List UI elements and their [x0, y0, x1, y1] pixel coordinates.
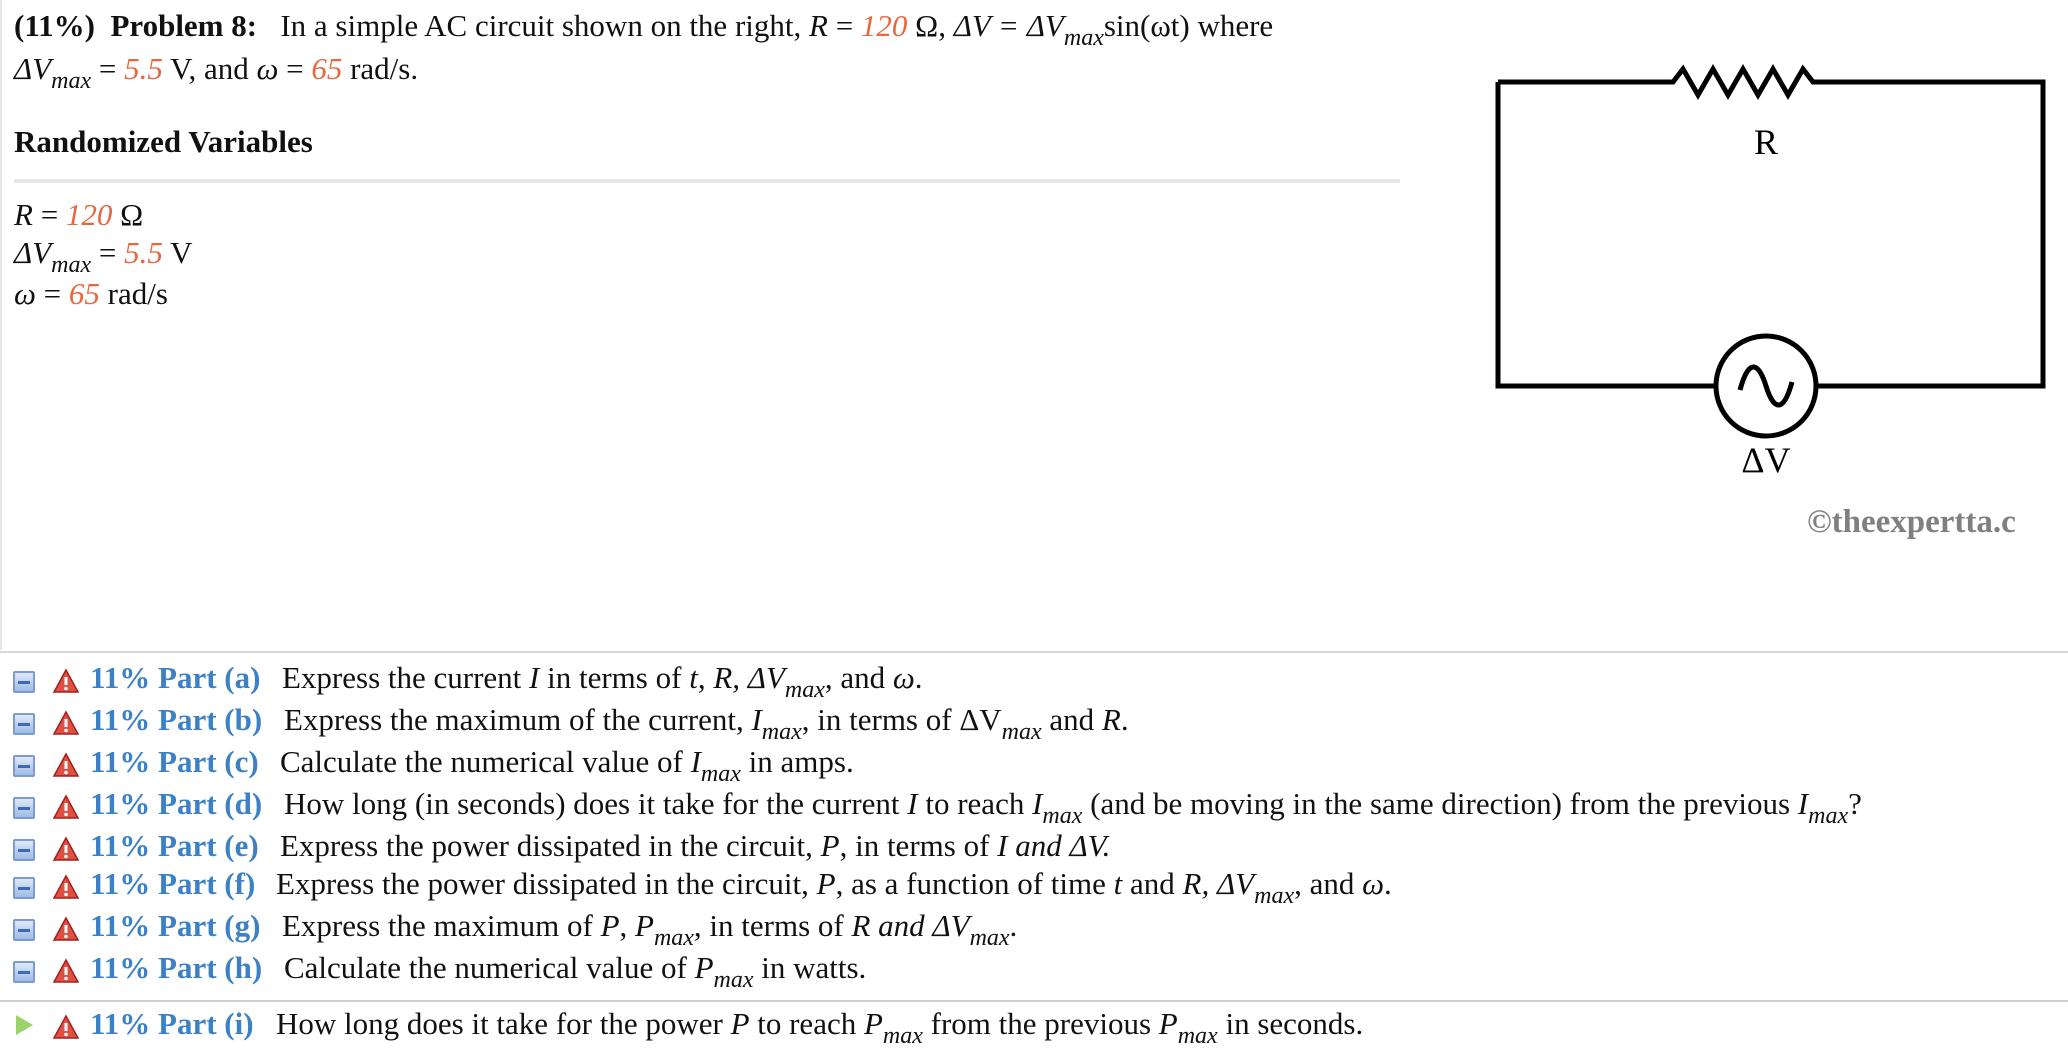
part-question: Calculate the numerical value of $I_{max}$ in amps.	[280, 744, 854, 787]
part-d[interactable]	[0, 784, 2068, 829]
part-label[interactable]: 11% Part (b)	[90, 702, 263, 737]
expand-hint-icon[interactable]	[13, 961, 35, 983]
expand-hint-icon[interactable]	[13, 713, 35, 735]
part-label[interactable]: 11% Part (e)	[90, 828, 259, 863]
warning-icon	[52, 668, 80, 694]
part-i[interactable]	[0, 1004, 2068, 1049]
part-f[interactable]	[0, 864, 2068, 909]
expand-hint-icon[interactable]	[13, 797, 35, 819]
part-c[interactable]	[0, 742, 2068, 787]
warning-icon	[52, 836, 80, 862]
omega-value: 65	[311, 51, 343, 86]
part-label[interactable]: 11% Part (c)	[90, 744, 259, 779]
ac-circuit-diagram	[1490, 60, 2068, 550]
part-question: Express the maximum of P, $P_{max}$, in terms of R and $\Delta V_{max}$.	[282, 908, 1018, 951]
sine-wave-icon	[1740, 367, 1792, 405]
randomized-variables-title: Randomized Variables	[14, 124, 313, 159]
part-b[interactable]	[0, 700, 2068, 745]
active-part-box	[0, 1000, 2068, 1064]
expand-hint-icon[interactable]	[13, 671, 35, 693]
part-label[interactable]: 11% Part (g)	[90, 908, 261, 943]
warning-icon	[52, 916, 80, 942]
source-label: ΔV	[1741, 440, 1791, 480]
expand-hint-icon[interactable]	[13, 839, 35, 861]
part-question: Express the maximum of the current, $I_{max}$, in terms of $\Delta V_{max}$ and R.	[284, 702, 1129, 745]
part-label[interactable]: 11% Part (i)	[90, 1006, 254, 1041]
warning-icon	[52, 958, 80, 984]
problem-number: Problem 8:	[110, 8, 258, 43]
rv-dvmax: $\Delta V_{max} = 5.5$ V	[14, 235, 193, 278]
part-label[interactable]: 11% Part (a)	[90, 660, 261, 695]
r-value: 120	[860, 8, 908, 43]
copyright-watermark: ©theexpertta.c	[1807, 504, 2016, 540]
divider	[14, 179, 1400, 183]
part-e[interactable]	[0, 826, 2068, 866]
resistor-label: R	[1753, 122, 1779, 162]
rv-r: R = 120 Ω	[14, 197, 144, 232]
part-question: How long does it take for the power P to reach $P_{max}$ from the previous $P_{max}$ in seconds.	[276, 1006, 1364, 1049]
circuit-wire-left	[1498, 82, 1716, 386]
warning-icon	[52, 752, 80, 778]
warning-icon	[52, 874, 80, 900]
part-a[interactable]	[0, 658, 2068, 703]
warning-icon	[52, 794, 80, 820]
problem-statement: (11%) Problem 8: In a simple AC circuit shown on the right, R = 120 Ω, $\Delta V = \Delta V_{max}\sin(\omega t)$ where $\Delta V_{max} = 5.5$ V, and ω = 65 rad/s.	[14, 8, 1274, 94]
dvmax-value: 5.5	[124, 51, 163, 86]
part-label[interactable]: 11% Part (f)	[90, 866, 256, 901]
rv-omega: ω = 65 rad/s	[14, 276, 168, 311]
left-border	[0, 0, 2, 650]
part-h[interactable]	[0, 948, 2068, 993]
part-question: How long (in seconds) does it take for the current I to reach $I_{max}$ (and be moving in the same direction) from the previous $I_{max}$?	[284, 786, 1862, 829]
expand-hint-icon[interactable]	[13, 755, 35, 777]
part-question: Express the power dissipated in the circuit, P, as a function of time t and R, $\Delta V_{max}$, and ω.	[276, 866, 1392, 909]
part-label[interactable]: 11% Part (d)	[90, 786, 263, 821]
expand-hint-icon[interactable]	[13, 877, 35, 899]
problem-intro: In a simple AC circuit shown on the right,	[280, 8, 802, 43]
expand-hint-icon[interactable]	[13, 919, 35, 941]
part-label[interactable]: 11% Part (h)	[90, 950, 263, 985]
warning-icon	[52, 1014, 80, 1040]
warning-icon	[52, 710, 80, 736]
part-question: Express the current I in terms of t, R, $\Delta V_{max}$, and ω.	[282, 660, 923, 703]
part-question: Calculate the numerical value of $P_{max}$ in watts.	[284, 950, 867, 993]
part-question: Express the power dissipated in the circuit, P, in terms of I and ΔV.	[280, 828, 1111, 863]
randomized-variables-list	[14, 196, 192, 313]
play-icon[interactable]	[16, 1015, 33, 1035]
problem-weight: (11%)	[14, 8, 95, 43]
section-divider	[0, 651, 2068, 653]
part-g[interactable]	[0, 906, 2068, 951]
